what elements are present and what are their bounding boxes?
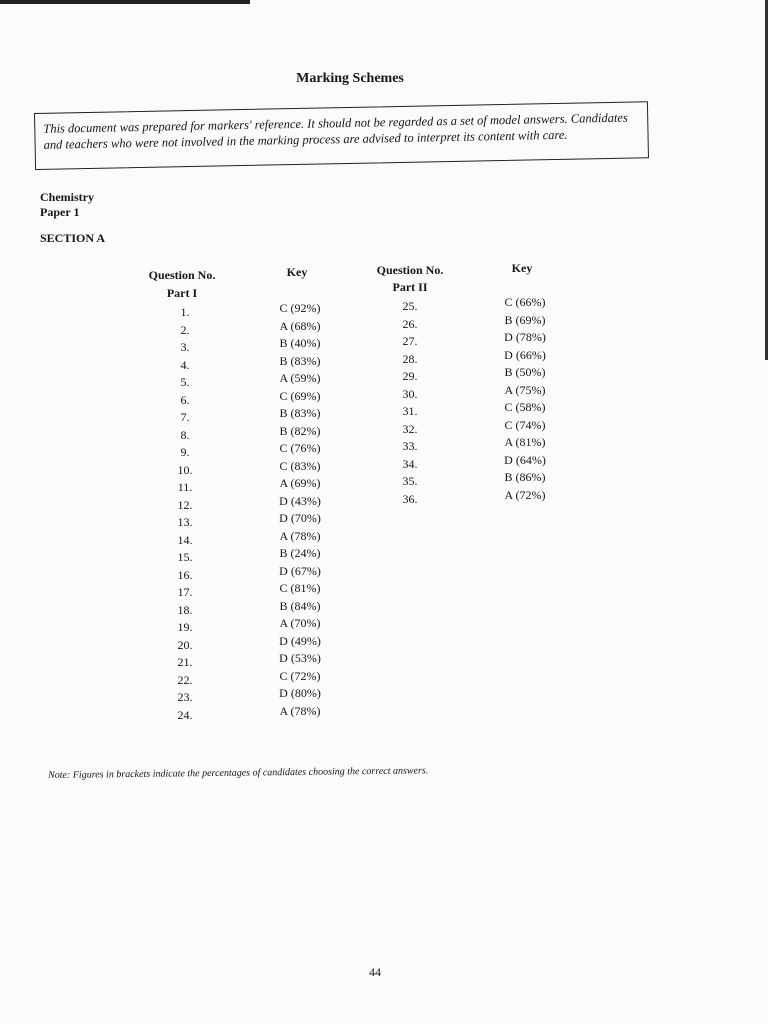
answer-key: B (69%) xyxy=(504,312,546,327)
question-number: 9. xyxy=(180,445,190,459)
question-number: 19. xyxy=(177,620,193,634)
answer-key: A (59%) xyxy=(279,371,321,385)
question-number: 26. xyxy=(402,316,418,331)
page-number: 44 xyxy=(369,965,381,979)
question-number: 16. xyxy=(177,567,193,582)
answer-key: B (82%) xyxy=(279,423,321,438)
answer-key: C (58%) xyxy=(504,400,546,414)
question-number: 31. xyxy=(402,404,418,418)
answer-key: C (83%) xyxy=(279,458,321,473)
question-number: 34. xyxy=(402,456,418,471)
question-number: 18. xyxy=(177,602,193,617)
answer-key: C (72%) xyxy=(279,668,321,683)
answer-key: D (66%) xyxy=(504,347,546,362)
question-number: 27. xyxy=(402,334,418,348)
part1-question-header: Question No. xyxy=(148,268,216,282)
answer-key: B (83%) xyxy=(279,353,321,368)
answer-key: A (68%) xyxy=(279,318,321,333)
answer-key: C (74%) xyxy=(504,417,546,432)
answer-key: D (64%) xyxy=(504,452,546,467)
question-number: 23. xyxy=(177,690,193,704)
part1-question-list xyxy=(150,304,220,724)
question-number: 2. xyxy=(180,322,190,337)
question-number: 20. xyxy=(177,637,193,652)
answer-key: D (80%) xyxy=(279,686,321,700)
footnote: Note: Figures in brackets indicate the percentages of candidates choosing the correct answers. xyxy=(48,765,429,781)
answer-key: C (92%) xyxy=(279,301,321,315)
part2-part-label: Part II xyxy=(392,280,428,294)
notice-box: This document was prepared for markers' reference. It should not be regarded as a set of model answers. Candidates and teachers who were not involved in the marking process are advised to interpret its content with care. xyxy=(34,101,649,170)
question-number: 5. xyxy=(180,375,190,389)
question-number: 21. xyxy=(177,655,193,669)
question-number: 8. xyxy=(180,427,190,442)
part2-key-header: Key xyxy=(511,261,533,275)
answer-key: B (83%) xyxy=(279,406,321,420)
answer-key: A (70%) xyxy=(279,616,321,630)
question-number: 12. xyxy=(177,497,193,512)
part2-key-list xyxy=(480,294,570,504)
page-title: Marking Schemes xyxy=(296,71,404,86)
question-number: 13. xyxy=(177,515,193,529)
question-number: 4. xyxy=(180,357,190,372)
question-number: 33. xyxy=(402,439,418,453)
answer-key: A (81%) xyxy=(504,435,546,449)
answer-key: A (78%) xyxy=(279,528,321,543)
question-number: 17. xyxy=(177,585,193,599)
answer-key: D (49%) xyxy=(279,633,321,648)
answer-key: C (66%) xyxy=(504,295,546,309)
answer-key: D (53%) xyxy=(279,651,321,665)
question-number: 7. xyxy=(180,410,190,424)
question-number: 35. xyxy=(402,474,418,488)
subject-name: Chemistry xyxy=(40,190,94,204)
part1-part-label: Part I xyxy=(166,286,198,300)
answer-key: B (50%) xyxy=(504,365,546,379)
answer-key: C (81%) xyxy=(279,581,321,595)
part1-key-header: Key xyxy=(286,265,308,279)
question-number: 1. xyxy=(180,305,190,319)
subject-block xyxy=(40,190,94,220)
answer-key: A (69%) xyxy=(279,476,321,490)
question-number: 24. xyxy=(177,707,193,722)
answer-key: A (78%) xyxy=(279,703,321,718)
question-number: 3. xyxy=(180,340,190,354)
question-number: 25. xyxy=(402,299,418,313)
question-number: 36. xyxy=(402,491,418,506)
paper-name: Paper 1 xyxy=(40,205,80,219)
part2-question-list xyxy=(375,298,445,508)
section-heading: SECTION A xyxy=(40,231,106,245)
answer-key: D (70%) xyxy=(279,511,321,525)
question-number: 30. xyxy=(402,386,418,401)
answer-key: B (86%) xyxy=(504,470,546,484)
part1-key-list xyxy=(255,300,345,720)
answer-key: B (24%) xyxy=(279,546,321,560)
question-number: 28. xyxy=(402,351,418,366)
question-number: 11. xyxy=(177,480,193,494)
question-number: 15. xyxy=(177,550,193,564)
question-number: 32. xyxy=(402,421,418,436)
question-number: 22. xyxy=(177,672,193,687)
part2-question-header: Question No. xyxy=(376,263,444,277)
answer-key: A (72%) xyxy=(504,487,546,502)
answer-key: A (75%) xyxy=(504,382,546,397)
answer-key: C (69%) xyxy=(279,388,321,403)
scan-edge-top xyxy=(0,0,250,4)
question-number: 29. xyxy=(402,369,418,383)
answer-key: D (78%) xyxy=(504,330,546,344)
question-number: 6. xyxy=(180,392,190,407)
answer-key: D (67%) xyxy=(279,563,321,578)
question-number: 10. xyxy=(177,462,193,477)
answer-key: C (76%) xyxy=(279,441,321,455)
answer-key: B (84%) xyxy=(279,598,321,613)
question-number: 14. xyxy=(177,532,193,547)
answer-key: B (40%) xyxy=(279,336,321,350)
answer-key: D (43%) xyxy=(279,493,321,508)
